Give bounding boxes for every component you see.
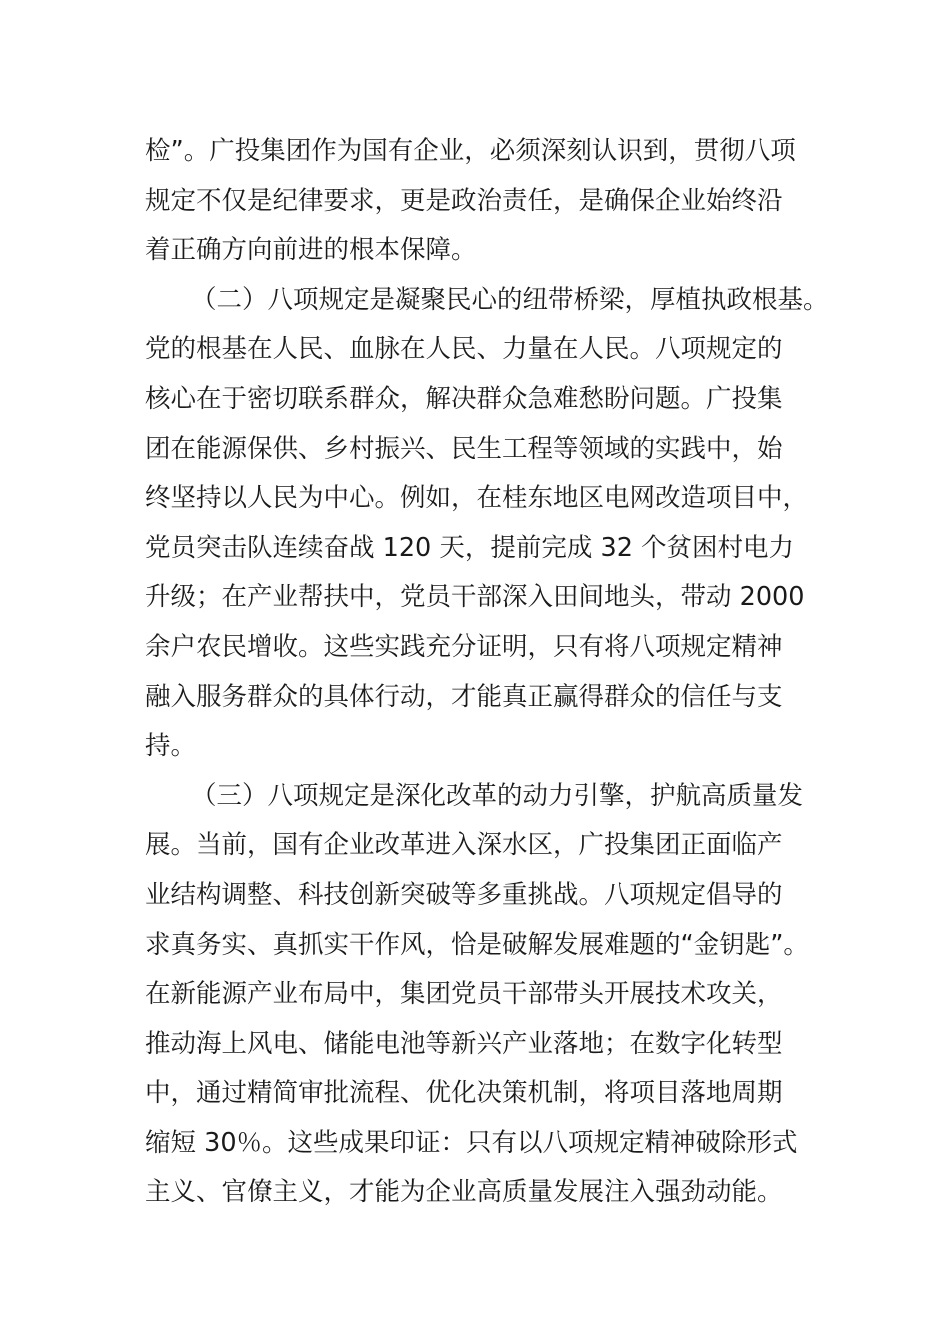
text-line: 持。: [145, 731, 197, 762]
section-heading-line: （二）八项规定是凝聚民心的纽带桥梁，厚植执政根基。: [191, 284, 829, 315]
body-text: [145, 127, 829, 1218]
text-line: 推动海上风电、储能电池等新兴产业落地；在数字化转型: [145, 1028, 783, 1059]
text-line: 核心在于密切联系群众，解决群众急难愁盼问题。广投集: [145, 383, 783, 414]
text-line: 党员突击队连续奋战 120 天，提前完成 32 个贫困村电力: [145, 532, 795, 563]
text-line: 业结构调整、科技创新突破等多重挑战。八项规定倡导的: [145, 879, 783, 910]
text-line: 升级；在产业帮扶中，党员干部深入田间地头，带动 2000: [145, 582, 805, 613]
text-line: 规定不仅是纪律要求，更是政治责任，是确保企业始终沿: [145, 185, 783, 216]
text-line: 求真务实、真抓实干作风，恰是破解发展难题的“金钥匙”。: [145, 929, 809, 960]
text-line: 检”。广投集团作为国有企业，必须深刻认识到，贯彻八项: [145, 136, 796, 166]
text-line: 中，通过精简审批流程、优化决策机制，将项目落地周期: [145, 1078, 783, 1109]
text-line: 主义、官僚主义，才能为企业高质量发展注入强劲动能。: [145, 1177, 783, 1208]
section-heading-line: （三）八项规定是深化改革的动力引擎，护航高质量发: [191, 780, 804, 811]
text-line: 团在能源保供、乡村振兴、民生工程等领域的实践中，始: [145, 433, 783, 464]
text-line: 缩短 30％。这些成果印证：只有以八项规定精神破除形式: [145, 1127, 798, 1158]
text-line: 终坚持以人民为中心。例如，在桂东地区电网改造项目中，: [145, 483, 809, 514]
text-line: 着正确方向前进的根本保障。: [145, 235, 477, 266]
text-line: 展。当前，国有企业改革进入深水区，广投集团正面临产: [145, 830, 783, 861]
text-line: 在新能源产业布局中，集团党员干部带头开展技术攻关，: [145, 979, 783, 1010]
text-line: 党的根基在人民、血脉在人民、力量在人民。八项规定的: [145, 334, 783, 365]
text-line: 余户农民增收。这些实践充分证明，只有将八项规定精神: [145, 631, 783, 662]
text-line: 融入服务群众的具体行动，才能真正赢得群众的信任与支: [145, 681, 783, 712]
